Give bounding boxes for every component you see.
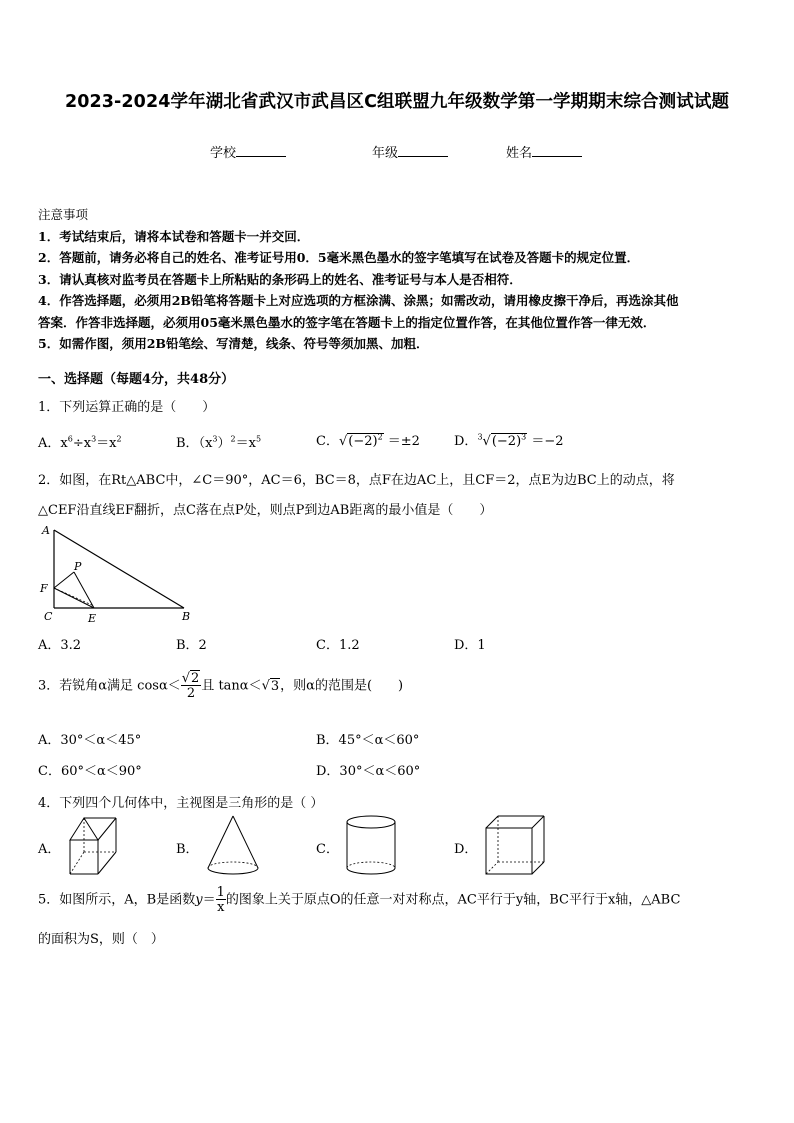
q5-line1-a: 5．如图所示，A，B是函数	[38, 892, 196, 908]
q3-frac-den: 2	[186, 686, 196, 701]
q1-option-a-label: A．	[38, 436, 61, 451]
cone-figure	[202, 812, 264, 878]
q4-stem: 4．下列四个几何体中，主视图是三角形的是（ ）	[38, 796, 324, 811]
segment-fp	[54, 572, 74, 588]
q1-option-d: D．$^3√(-2)^3 =-2$	[454, 432, 564, 449]
q3-sqrt-value: 3	[270, 678, 280, 694]
q3-prefix: 3．若锐角α满足 cosα＜	[38, 678, 181, 694]
q5-func-y: y	[195, 892, 203, 908]
school-field	[210, 142, 286, 161]
q5-line2: 的面积为S，则（ ）	[38, 932, 164, 947]
q1-option-c-label: C．	[316, 434, 339, 449]
school-label: 学校	[210, 146, 237, 161]
q1-option-b-label: B．	[176, 436, 199, 451]
q3-option-d: D．30°＜α＜60°	[316, 764, 421, 779]
label-c: C	[44, 610, 53, 623]
triangular-prism-figure	[66, 812, 124, 878]
label-a: A	[42, 524, 50, 537]
section-heading: 一、选择题（每题4分，共48分）	[38, 372, 235, 387]
label-p: P	[74, 560, 82, 573]
q2-option-a: A．3.2	[38, 638, 82, 653]
q4-option-a-label: A．	[38, 842, 61, 857]
grade-field	[372, 142, 448, 161]
q2-option-d: D．1	[454, 638, 486, 653]
label-b: B	[182, 610, 191, 623]
label-e: E	[88, 612, 97, 625]
notes-heading: 注意事项	[38, 207, 89, 222]
q2-triangle-figure	[36, 520, 196, 626]
q4-option-d-label: D．	[454, 842, 478, 857]
note-item: 5．如需作图，须用2B铅笔绘、写清楚，线条、符号等须加黑、加粗．	[38, 336, 429, 351]
q4-option-c-label: C．	[316, 842, 339, 857]
cylinder-figure	[342, 812, 402, 878]
q3-mid: 且 tanα＜	[201, 678, 262, 694]
q1-option-c: C．$√(-2)^2 =\pm 2$	[316, 432, 420, 449]
q3-option-c: C．60°＜α＜90°	[38, 764, 142, 779]
note-item: 3．请认真核对监考员在答题卡上所粘贴的条形码上的姓名、准考证号与本人是否相符．	[38, 271, 522, 287]
cube-figure	[482, 812, 548, 878]
grade-blank[interactable]	[398, 144, 448, 157]
q1-option-d-label: D．	[454, 434, 478, 449]
q4-option-b-label: B．	[176, 842, 199, 857]
q1-option-b: B．$(x^3)^2=x^5$	[176, 434, 262, 451]
name-blank[interactable]	[532, 144, 582, 157]
q3-suffix: ，则α的范围是( )	[280, 678, 404, 694]
q2-option-c: C．1.2	[316, 638, 360, 653]
q3-frac-num: 2	[191, 671, 200, 686]
note-item: 4．作答选择题，必须用2B铅笔将答题卡上对应选项的方框涂满、涂黑；如需改动，请用橡皮擦干净后，再选涂其他	[38, 293, 679, 308]
note-item: 1．考试结束后，请将本试卷和答题卡一并交回．	[38, 228, 310, 244]
q2-line2: △CEF沿直线EF翻折，点C落在点P处，则点P到边AB距离的最小值是（ ）	[38, 503, 493, 518]
q1-stem: 1．下列运算正确的是（ ）	[38, 400, 216, 415]
q5-line1: 5．如图所示，A，B是函数y＝ $\frac{1}{x}$ 的图象上关于原点O的任意一对对称点，AC平行于y轴，BC平行于x轴，△ABC	[38, 885, 681, 915]
q3-option-a: A．30°＜α＜45°	[38, 733, 142, 748]
q5-func-den: x	[217, 900, 225, 915]
q5-func-fraction	[216, 886, 226, 914]
page-title: 2023-2024学年湖北省武汉市武昌区C组联盟九年级数学第一学期期末综合测试试题	[64, 92, 730, 112]
notes-block	[38, 204, 758, 355]
grade-label: 年级	[372, 146, 399, 161]
note-item: 2．答题前，请务必将自己的姓名、准考证号用0．5毫米黑色墨水的签字笔填写在试卷及答题卡的规定位置．	[38, 250, 640, 265]
label-f: F	[40, 582, 48, 595]
q2-option-b: B．2	[176, 638, 207, 653]
q5-func-num: 1	[216, 885, 225, 900]
q3-stem: 3．若锐角α满足 cosα＜ $\frac{√2}{2}$ 且 tanα＜√3，则α的范围是( )	[38, 671, 404, 701]
q1-option-a: A．$x^6\div x^3=x^2$	[38, 434, 122, 451]
q3-fraction: $\frac{√2}{2}$	[181, 671, 200, 701]
name-field	[506, 142, 582, 161]
name-label: 姓名	[506, 146, 533, 161]
school-blank[interactable]	[236, 144, 286, 157]
q2-line1: 2．如图，在Rt△ABC中，∠C＝90°，AC＝6，BC＝8，点F在边AC上，且CF＝2，点E为边BC上的动点，将	[38, 473, 675, 488]
q5-line1-b: 的图象上关于原点O的任意一对对称点，AC平行于y轴，BC平行于x轴，△ABC	[225, 892, 681, 908]
q3-option-b: B．45°＜α＜60°	[316, 733, 420, 748]
note-item: 答案．作答非选择题，必须用05毫米黑色墨水的签字笔在答题卡上的指定位置作答，在其他位置作答一律无效．	[38, 314, 656, 330]
